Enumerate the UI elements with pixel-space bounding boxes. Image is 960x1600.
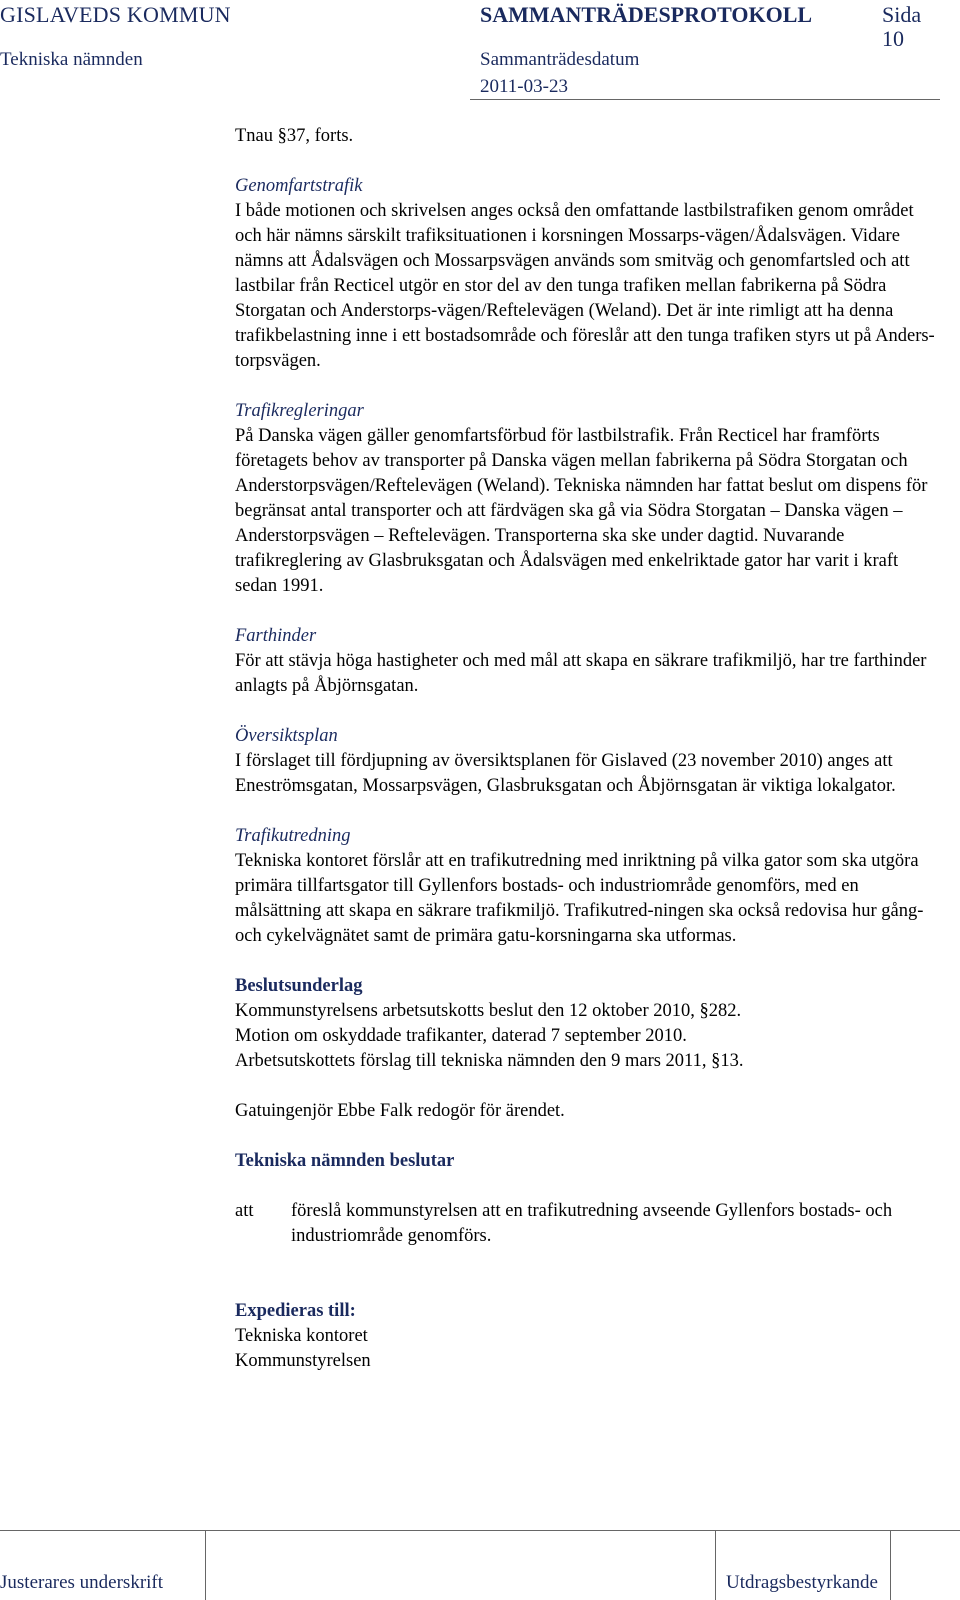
- section-heading: Expedieras till:: [235, 1301, 356, 1321]
- document-type: SAMMANTRÄDESPROTOKOLL: [480, 2, 813, 27]
- decision-marker: att: [235, 1201, 254, 1221]
- page-number: 10: [882, 26, 904, 51]
- decision-item: [235, 1199, 935, 1249]
- committee-name: Tekniska nämnden: [0, 49, 143, 70]
- signature-label: Justerares underskrift: [0, 1572, 164, 1593]
- signature-box-divider: [205, 1530, 206, 1600]
- section-heading: Farthinder: [235, 626, 317, 646]
- section-text: I förslaget till fördjupning av översiktsplanen för Gislaved (23 november 2010) anges att Eneströmsgatan, Mossarpsvägen, Glasbruksgatan och Åbjörnsgatan är viktiga lokalgator.: [235, 751, 896, 796]
- section-text: Tekniska kontoret förslår att en trafikutredning med inriktning på vilka gator som ska utgöra primära tillfartsgator till Gyllenfors bostads- och industriområde genomförs, med en målsättning att skapa en säkrare trafikmiljö. Trafikutred-ningen ska också redovisa hur gång- och cykelvägnätet samt de primära gatu-korsningarna ska utformas.: [235, 851, 924, 946]
- document-header: [0, 0, 960, 104]
- section-heading: Trafikutredning: [235, 826, 351, 846]
- recipient: Tekniska kontoret: [235, 1326, 368, 1346]
- section-text: För att stävja höga hastigheter och med mål att skapa en säkrare trafikmiljö, har tre farthinder anlagts på Åbjörnsgatan.: [235, 651, 927, 696]
- section-genomfartstrafik: [235, 174, 935, 374]
- decision-heading: Tekniska nämnden beslutar: [235, 1151, 455, 1171]
- footer-divider: [0, 1530, 960, 1531]
- signature-box-divider: [890, 1530, 891, 1600]
- meeting-date: 2011-03-23: [480, 76, 568, 97]
- basis-line: Motion om oskyddade trafikanter, daterad 7 september 2010.: [235, 1026, 687, 1046]
- municipality-name: GISLAVEDS KOMMUN: [0, 2, 231, 27]
- continuation-label: Tnau §37, forts.: [235, 126, 354, 146]
- basis-line: Arbetsutskottets förslag till tekniska nämnden den 9 mars 2011, §13.: [235, 1051, 744, 1071]
- page-label: Sida: [882, 2, 922, 27]
- certification-label: Utdragsbestyrkande: [726, 1572, 878, 1593]
- section-trafikutredning: [235, 824, 935, 949]
- recipient: Kommunstyrelsen: [235, 1351, 371, 1371]
- section-heading: Genomfartstrafik: [235, 176, 363, 196]
- report-statement: Gatuingenjör Ebbe Falk redogör för ärendet.: [235, 1101, 565, 1121]
- section-heading: Trafikregleringar: [235, 401, 364, 421]
- header-divider: [470, 99, 940, 100]
- meeting-date-label: Sammanträdesdatum: [480, 49, 640, 70]
- section-farthinder: [235, 624, 935, 699]
- section-expedieras: [235, 1299, 935, 1374]
- decision-text: föreslå kommunstyrelsen att en trafikutredning avseende Gyllenfors bostads- och industriområde genomförs.: [291, 1201, 893, 1246]
- basis-line: Kommunstyrelsens arbetsutskotts beslut den 12 oktober 2010, §282.: [235, 1001, 742, 1021]
- section-heading: Översiktsplan: [235, 726, 338, 746]
- section-oversiktsplan: [235, 724, 935, 799]
- section-text: På Danska vägen gäller genomfartsförbud för lastbilstrafik. Från Recticel har framförts företagets behov av transporter på Danska vägen mellan fabrikerna på Södra Storgatan och Anderstorpsvägen/Reftelevägen (Weland). Tekniska nämnden har fattat beslut om dispens för begränsat antal transporter och att färdvägen ska gå via Södra Storgatan – Danska vägen – Anderstorpsvägen – Reftelevägen. Transporterna ska ske under dagtid. Nuvarande trafikreglering av Glasbruksgatan och Ådalsvägen med enkelriktade gator har varit i kraft sedan 1991.: [235, 426, 928, 596]
- document-body: [235, 124, 935, 1399]
- section-text: I både motionen och skrivelsen anges också den omfattande lastbilstrafiken genom området och här nämns särskilt trafiksituationen i korsningen Mossarps-vägen/Ådalsvägen. Vidare nämns att Ådalsvägen och Mossarpsvägen används som smitväg och genomfartsled och att lastbilar från Recticel utgör en stor del av den tunga trafiken mellan fabrikerna på Södra Storgatan och Anderstorps-vägen/Reftelevägen (Weland). Det är inte rimligt att ha denna trafikbelastning inne i ett bostadsområde och föreslår att den tunga trafiken styrs ut på Anders-torpsvägen.: [235, 201, 935, 371]
- signature-box-divider: [715, 1530, 716, 1600]
- section-beslutsunderlag: [235, 974, 935, 1074]
- section-trafikregleringar: [235, 399, 935, 599]
- section-heading: Beslutsunderlag: [235, 976, 363, 996]
